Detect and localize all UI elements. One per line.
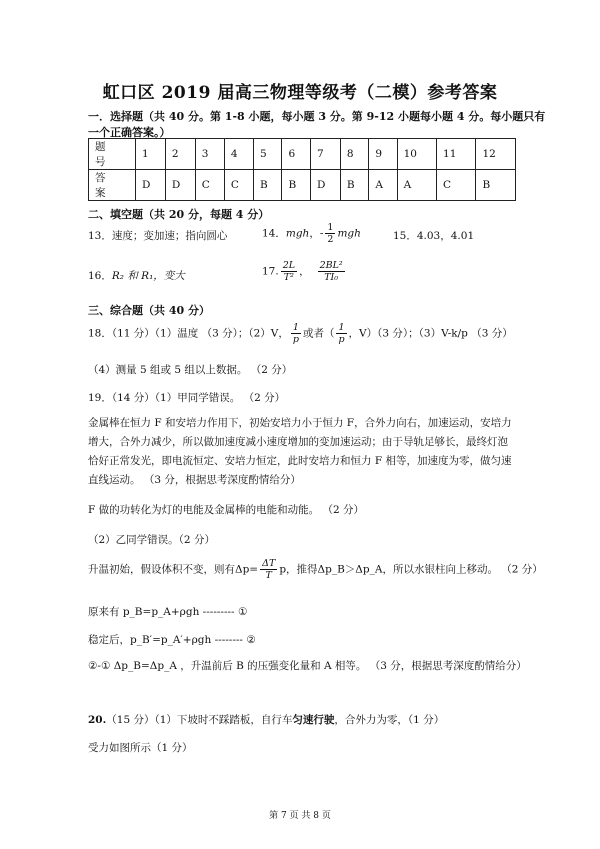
q17-f2-numerator: 2BL² bbox=[319, 260, 343, 271]
answer-cell: B bbox=[253, 170, 282, 201]
question-number: 5 bbox=[253, 139, 282, 170]
question-number: 11 bbox=[437, 139, 476, 170]
q18-f2-denominator: p bbox=[338, 334, 345, 345]
q19-fraction-denominator: T bbox=[265, 570, 272, 581]
q20-bold-phrase: 匀速行驶 bbox=[292, 714, 335, 726]
q19-d-part2: p，推得Δp_B＞Δp_A，所以水银柱向上移动。 （2 分） bbox=[279, 563, 543, 576]
q20-part-a: （15 分）（1）下坡时不踩踏板，自行车 bbox=[106, 714, 293, 726]
answer-q20-line1 bbox=[88, 712, 444, 727]
answer-q15: 15．4.03，4.01 bbox=[393, 230, 475, 242]
question-number: 3 bbox=[195, 139, 224, 170]
q16-body: R₂ 和 R₁，变大 bbox=[111, 270, 185, 282]
q19-d-part1: 升温初始，假设体积不变，则有Δp= bbox=[88, 563, 259, 576]
question-number: 12 bbox=[476, 139, 516, 170]
q17-f1-denominator: T² bbox=[283, 272, 294, 283]
q17-prefix: 17. bbox=[262, 265, 279, 278]
question-number: 8 bbox=[340, 139, 369, 170]
answer-cell: C bbox=[224, 170, 253, 201]
answer-cell: D bbox=[310, 170, 340, 201]
answer-q19-pressure-line bbox=[88, 558, 543, 581]
q14-prefix: 14． bbox=[262, 227, 286, 240]
answer-q19-conclusion: ②-① Δp_B=Δp_A ，升温前后 B 的压强变化量和 A 相等。 （3 分，根据思考深度酌情给分） bbox=[88, 660, 527, 672]
answer-cell: A bbox=[397, 170, 436, 201]
question-number: 10 bbox=[397, 139, 436, 170]
question-number: 1 bbox=[136, 139, 166, 170]
q18-f1-denominator: p bbox=[292, 334, 299, 345]
q18-part-a: 18．（11 分）（1）温度 （3 分）；（2）V， bbox=[88, 327, 289, 340]
q18-fraction-2 bbox=[336, 322, 346, 345]
q14-fraction bbox=[325, 222, 335, 245]
answer-cell: B bbox=[476, 170, 516, 201]
question-number: 9 bbox=[369, 139, 397, 170]
table-row-numbers bbox=[89, 139, 516, 170]
answer-cell: D bbox=[165, 170, 195, 201]
q17-fraction-1 bbox=[281, 260, 297, 283]
q16-prefix: 16． bbox=[88, 270, 112, 282]
q18-part-c: ，V）（3 分）；（3）V-k/p （3 分） bbox=[348, 327, 513, 340]
answer-q20-line2: 受力如图所示（1 分） bbox=[88, 742, 193, 754]
q17-separator: ， bbox=[299, 265, 310, 278]
q14-term-b: mgh bbox=[337, 227, 361, 240]
section3-heading: 三、综合题（共 40 分） bbox=[88, 304, 210, 317]
answer-q19-line1: 19．（14 分）（1）甲同学错误。 （2 分） bbox=[88, 392, 286, 404]
answer-table bbox=[88, 138, 516, 201]
answer-q19-part2: （2）乙同学错误。（2 分） bbox=[88, 534, 215, 546]
q20-part-b: ，合外力为零，（1 分） bbox=[334, 714, 445, 726]
page-title: 虹口区 2019 届高三物理等级考（二模）参考答案 bbox=[102, 83, 498, 103]
answer-q18-line1 bbox=[88, 322, 513, 345]
answer-cell: A bbox=[369, 170, 397, 201]
q17-fraction-2 bbox=[318, 260, 345, 283]
q18-f2-numerator: 1 bbox=[336, 322, 346, 334]
answer-cell: B bbox=[282, 170, 311, 201]
answer-cell: D bbox=[136, 170, 166, 201]
answer-cell: C bbox=[437, 170, 476, 201]
q20-number: 20. bbox=[88, 714, 107, 726]
answer-q19-paragraph: 金属棒在恒力 F 和安培力作用下，初始安培力小于恒力 F，合外力向右，加速运动，安培力增大，合外力减少，所以做加速度减小速度增加的变加速运动；由于导轨足够长，最终灯泡恰好正常发光，即电流恒定、安培力恒定，此时安培力和恒力 F 相等，加速度为零，做匀速直线运动。 （3 分，根据思考深度酌情给分） bbox=[88, 417, 512, 486]
section1-heading-line1: 一．选择题（共 40 分。第 1-8 小题，每小题 3 分。第 9-12 小题每小题 4 分。每小题只有 bbox=[88, 110, 546, 123]
q17-f2-denominator: TI₀ bbox=[324, 272, 339, 283]
answer-q13: 13．速度；变加速；指向圆心 bbox=[88, 230, 228, 242]
row-label-number: 题 号 bbox=[89, 139, 136, 170]
section1-heading-line2: 一个正确答案。） bbox=[88, 126, 171, 139]
q19-fraction bbox=[260, 558, 277, 581]
answer-cell: B bbox=[340, 170, 369, 201]
question-number: 4 bbox=[224, 139, 253, 170]
page-footer: 第 7 页 共 8 页 bbox=[269, 811, 331, 821]
row-label-answer: 答 案 bbox=[89, 170, 136, 201]
question-number: 6 bbox=[282, 139, 311, 170]
q17-f1-numerator: 2L bbox=[282, 260, 296, 271]
q14-term-a: mgh bbox=[285, 227, 310, 240]
answer-q17 bbox=[262, 260, 347, 283]
q18-part-b: 或者（ bbox=[302, 327, 335, 340]
q14-fraction-denominator: 2 bbox=[327, 234, 334, 245]
answer-q14 bbox=[262, 222, 361, 245]
answer-q16 bbox=[88, 268, 185, 283]
q19-fraction-numerator: ΔT bbox=[262, 558, 276, 569]
question-number: 7 bbox=[310, 139, 340, 170]
q14-fraction-numerator: 1 bbox=[327, 222, 334, 233]
question-number: 2 bbox=[165, 139, 195, 170]
q14-separator: ，- bbox=[309, 227, 324, 240]
q18-f1-numerator: 1 bbox=[291, 322, 301, 334]
q18-fraction-1 bbox=[291, 322, 301, 345]
answer-q18-line2: （4）测量 5 组或 5 组以上数据。 （2 分） bbox=[88, 364, 293, 376]
answer-q19-eq1: 原来有 p_B=p_A+ρgh --------- ① bbox=[88, 606, 248, 618]
answer-cell: C bbox=[195, 170, 224, 201]
answer-q19-energy: F 做的功转化为灯的电能及金属棒的电能和动能。 （2 分） bbox=[88, 504, 364, 516]
table-row-answers bbox=[89, 170, 516, 201]
section2-heading: 二、填空题（共 20 分，每题 4 分） bbox=[88, 208, 270, 221]
answer-q19-eq2: 稳定后，p_B′=p_A′+ρgh -------- ② bbox=[88, 634, 256, 646]
